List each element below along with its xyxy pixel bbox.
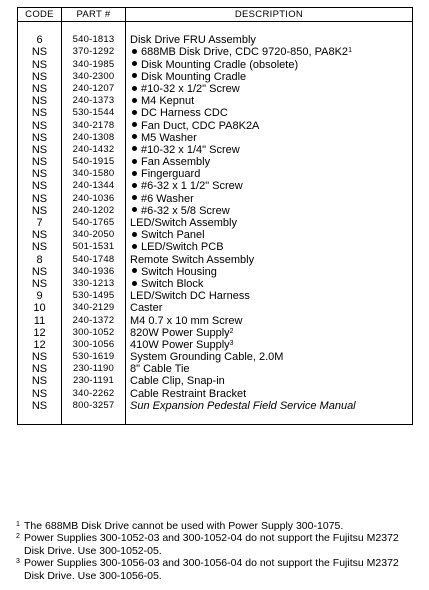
footnote-ref: 1 <box>348 47 352 55</box>
description-text: #10-32 x 1/4" Screw <box>141 143 240 156</box>
row-description <box>126 315 412 327</box>
bullet-icon <box>132 171 137 176</box>
row-code: NS <box>31 363 48 376</box>
description-text: M4 Kepnut <box>141 95 195 108</box>
row-code: 10 <box>33 302 46 315</box>
description-text: Cable Clip, Snap-in <box>130 375 225 388</box>
row-description <box>126 193 412 205</box>
header-part: PART # <box>62 8 126 21</box>
row-description <box>126 217 412 229</box>
description-column <box>126 22 412 424</box>
row-description <box>126 327 412 339</box>
row-code: NS <box>31 156 48 169</box>
row-code: NS <box>31 265 48 278</box>
row-code: 12 <box>33 326 46 339</box>
bullet-icon <box>132 268 137 273</box>
row-part-number: 530-1619 <box>72 351 115 363</box>
description-text: LED/Switch PCB <box>141 241 224 254</box>
row-part-number: 340-2129 <box>72 302 115 314</box>
bullet-icon <box>132 244 137 249</box>
bullet-icon <box>132 122 137 127</box>
row-code: NS <box>31 119 48 132</box>
row-description <box>126 34 412 46</box>
row-part-number: 240-1036 <box>72 192 115 204</box>
row-code: 11 <box>33 314 46 327</box>
row-part-number: 240-1373 <box>72 95 115 107</box>
row-part-number: 300-1056 <box>72 338 115 350</box>
bullet-icon <box>132 134 137 139</box>
description-text: Remote Switch Assembly <box>130 253 255 266</box>
row-part-number: 340-2050 <box>72 229 115 241</box>
row-code: NS <box>31 82 48 95</box>
row-description <box>126 351 412 363</box>
row-description <box>126 168 412 180</box>
description-text: 410W Power Supply <box>130 338 230 351</box>
description-text: #10-32 x 1/2" Screw <box>141 82 240 95</box>
bullet-icon <box>132 281 137 286</box>
row-part-number: 340-2300 <box>72 70 115 82</box>
row-code: NS <box>31 107 48 120</box>
table-body <box>18 22 412 424</box>
row-description <box>126 107 412 119</box>
description-text: Switch Block <box>141 277 204 290</box>
row-description <box>126 180 412 192</box>
footnote-ref: 3 <box>229 339 234 347</box>
description-text: M4 0.7 x 10 mm Screw <box>130 314 243 327</box>
row-part-number: 230-1190 <box>72 363 115 375</box>
row-description <box>126 363 412 375</box>
row-description <box>126 241 412 253</box>
row-part-number: 240-1372 <box>72 314 115 326</box>
description-text: LED/Switch Assembly <box>130 217 237 229</box>
row-description <box>126 144 412 156</box>
row-code: NS <box>31 168 48 181</box>
part-column <box>62 22 126 424</box>
row-part-number: 240-1308 <box>72 131 115 143</box>
bullet-icon <box>132 73 137 78</box>
row-code: NS <box>31 95 48 108</box>
row-description <box>126 290 412 302</box>
row-code: NS <box>31 387 48 400</box>
description-text: 820W Power Supply <box>130 326 230 339</box>
row-part-number: 540-1813 <box>72 34 115 46</box>
row-code: NS <box>31 229 48 242</box>
parts-table <box>17 7 413 425</box>
row-part-number: 501-1531 <box>72 241 115 253</box>
footnote <box>16 520 416 532</box>
description-text: Disk Drive FRU Assembly <box>130 34 256 47</box>
description-text: 8" Cable Tie <box>130 363 190 376</box>
description-text: Caster <box>130 302 163 315</box>
footnote-ref: 2 <box>229 327 234 335</box>
row-part-number: 340-2178 <box>72 119 115 131</box>
row-description <box>126 46 412 58</box>
row-part-number: 340-1580 <box>72 168 115 180</box>
description-text: #6-32 x 1 1/2" Screw <box>141 180 243 193</box>
bullet-icon <box>132 98 137 103</box>
row-part-number: 340-1985 <box>72 58 115 70</box>
description-text: Sun Expansion Pedestal Field Service Manual <box>130 399 356 412</box>
description-text: 688MB Disk Drive, CDC 9720-850, PA8K2 <box>141 46 349 59</box>
bullet-icon <box>132 195 137 200</box>
row-part-number: 370-1292 <box>72 46 115 58</box>
bullet-icon <box>132 159 137 164</box>
row-part-number: 540-1915 <box>72 156 115 168</box>
footnote-mark: 2 <box>16 533 20 541</box>
row-description <box>126 375 412 387</box>
row-code: NS <box>31 192 48 205</box>
row-code: 9 <box>36 290 43 303</box>
row-part-number: 340-2262 <box>72 387 115 399</box>
row-part-number: 240-1207 <box>72 82 115 94</box>
footnote-mark: 1 <box>16 521 20 528</box>
row-description <box>126 400 412 412</box>
description-text: Switch Panel <box>141 229 205 242</box>
row-part-number: 530-1495 <box>72 290 115 302</box>
bullet-icon <box>132 61 137 66</box>
row-code: NS <box>31 143 48 156</box>
row-description <box>126 83 412 95</box>
row-part-number: 240-1344 <box>72 180 115 192</box>
header-description: DESCRIPTION <box>234 9 304 20</box>
description-text: Disk Mounting Cradle <box>141 70 247 83</box>
row-description <box>126 266 412 278</box>
description-text: LED/Switch DC Harness <box>130 290 250 303</box>
footnote-text: Power Supplies 300-1056-03 and 300-1056-04 do not support the Fujitsu M2372 Disk Drive. Use 300-1056-05. <box>24 557 399 582</box>
row-description <box>126 132 412 144</box>
row-code: NS <box>31 58 48 71</box>
row-description <box>126 278 412 290</box>
row-part-number: 240-1202 <box>72 204 115 216</box>
bullet-icon <box>132 49 137 54</box>
row-part-number: 300-1052 <box>72 326 115 338</box>
row-code: NS <box>31 351 48 364</box>
bullet-icon <box>132 183 137 188</box>
description-text: Cable Restraint Bracket <box>130 387 247 400</box>
row-code: NS <box>31 399 48 412</box>
row-description <box>126 302 412 314</box>
description-text: Disk Mounting Cradle (obsolete) <box>141 58 299 71</box>
description-text: System Grounding Cable, 2.0M <box>130 351 284 364</box>
footnote <box>16 557 416 582</box>
bullet-icon <box>132 207 137 212</box>
row-code: NS <box>31 70 48 83</box>
description-text: Fan Assembly <box>141 156 211 169</box>
code-column <box>18 22 62 424</box>
footnote-text: The 688MB Disk Drive cannot be used with Power Supply 300-1075. <box>24 520 344 532</box>
description-text: M5 Washer <box>141 131 197 144</box>
bullet-icon <box>132 146 137 151</box>
row-part-number: 340-1936 <box>72 265 115 277</box>
row-code: 7 <box>36 217 43 229</box>
row-part-number: 330-1213 <box>72 277 115 289</box>
footnote-text: Power Supplies 300-1052-03 and 300-1052-04 do not support the Fujitsu M2372 Disk Drive. Use 300-1052-05. <box>24 532 399 557</box>
row-description <box>126 229 412 241</box>
row-code: NS <box>31 46 48 59</box>
row-description <box>126 71 412 83</box>
description-text: Fingerguard <box>141 168 201 181</box>
description-text: #6-32 x 5/8 Screw <box>141 204 230 217</box>
row-description <box>126 339 412 351</box>
footnote-mark: 3 <box>16 558 20 566</box>
row-description <box>126 205 412 217</box>
row-code: 12 <box>33 338 46 351</box>
row-description <box>126 156 412 168</box>
row-code: NS <box>31 241 48 254</box>
row-code: NS <box>31 180 48 193</box>
row-code: NS <box>31 204 48 217</box>
row-part-number: 530-1544 <box>72 107 115 119</box>
row-description <box>126 254 412 266</box>
row-code: 8 <box>36 253 43 266</box>
row-part-number: 240-1432 <box>72 143 115 155</box>
row-code: NS <box>31 131 48 144</box>
row-part-number: 800-3257 <box>72 399 115 411</box>
row-description <box>126 120 412 132</box>
bullet-icon <box>132 86 137 91</box>
description-text: DC Harness CDC <box>141 107 228 120</box>
description-text: Fan Duct, CDC PA8K2A <box>141 119 260 132</box>
footnote <box>16 532 416 557</box>
row-description <box>126 95 412 107</box>
footnotes <box>16 520 416 582</box>
row-part-number: 540-1765 <box>72 217 115 228</box>
row-code: 6 <box>36 34 43 47</box>
row-part-number: 540-1748 <box>72 253 115 265</box>
row-description <box>126 59 412 71</box>
row-description <box>126 388 412 400</box>
header-code: CODE <box>18 8 62 21</box>
bullet-icon <box>132 232 137 237</box>
row-code: NS <box>31 277 48 290</box>
bullet-icon <box>132 110 137 115</box>
table-header <box>18 8 412 22</box>
row-part-number: 230-1191 <box>72 375 115 387</box>
row-code: NS <box>31 375 48 388</box>
description-text: #6 Washer <box>141 192 194 205</box>
description-text: Switch Housing <box>141 265 217 278</box>
